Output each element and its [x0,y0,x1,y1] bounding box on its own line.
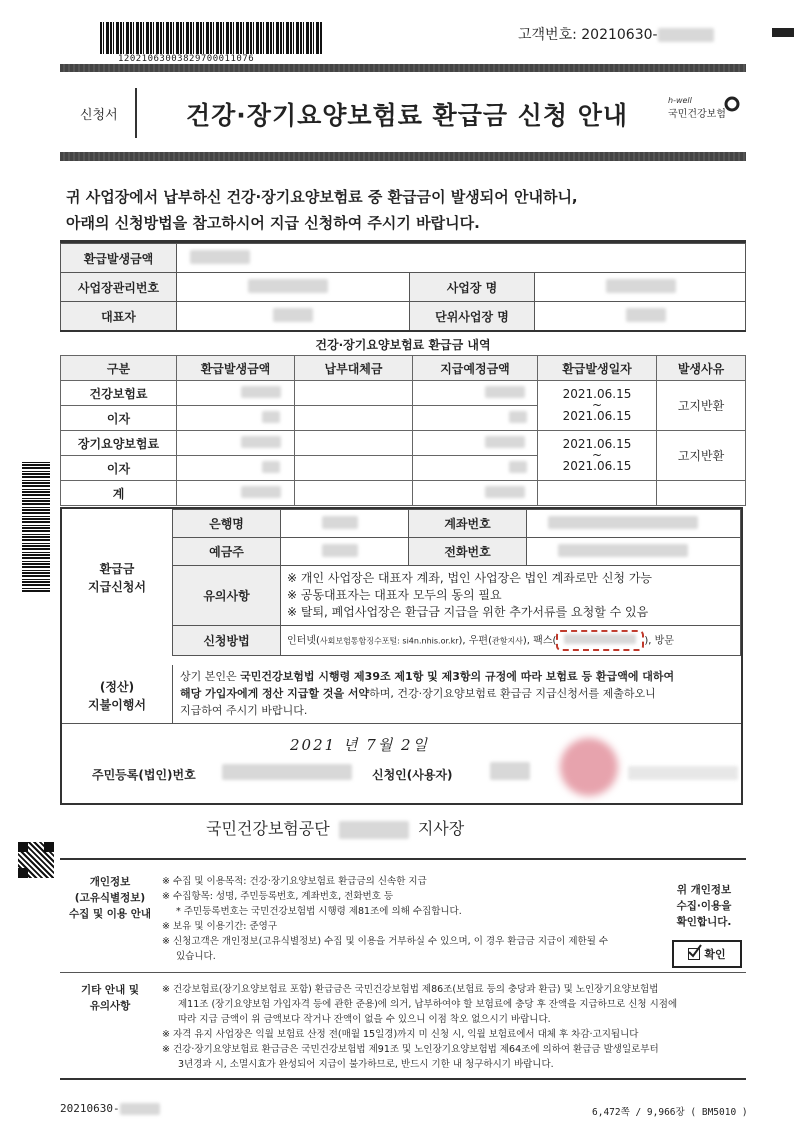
cell [295,406,413,431]
doc-type: 신청서 [80,108,118,123]
biz-name-label: 사업장 명 [410,273,535,302]
office-prefix: 국민건강보험공단 [206,819,330,838]
intro-line-1: 귀 사업장에서 납부하신 건강·장기요양보험료 중 환급금이 발생되어 안내하니, [66,188,578,206]
settlement-bottom-rule [62,723,741,724]
barcode-number: 12021063003829700011076 [118,54,255,64]
cell [413,431,538,456]
business-info-table [60,243,746,331]
other-item: ※ 건강보험료(장기요양보험료 포함) 환급금은 국민건강보험법 제86조(보험료 등의 충당과 환급) 및 노인장기요양보험법 [162,984,659,995]
seal-stamp [560,738,618,796]
cell [177,406,295,431]
payment-label-line-2: 지급신청서 [88,580,146,594]
date-range [538,431,657,481]
footer-doc-id: 20210630- [60,1102,160,1115]
cell [295,481,413,506]
qr-code [18,842,54,878]
brand-small: h-well [668,96,692,105]
privacy-item: ※ 보유 및 이용기간: 준영구 [162,921,278,932]
col-substitute: 납부대체금 [295,356,413,381]
other-item: 따라 지급 금액이 위 금액보다 작거나 잔액이 없을 수 있으니 이점 착오 없으시기 바랍니다. [178,1014,551,1025]
office-suffix: 지사장 [417,819,465,838]
col-refund-amount: 환급발생금액 [177,356,295,381]
settlement-label-line-2: 지불이행서 [88,698,146,712]
cell [177,381,295,406]
privacy-item: * 주민등록번호는 국민건강보험법 시행령 제81조에 의해 수집합니다. [176,906,462,917]
biz-no-label: 사업장관리번호 [61,273,177,302]
payment-fields-table [172,509,741,656]
phone-label: 전화번호 [409,538,527,566]
header-bottom-rule [60,152,746,161]
other-bottom-rule [60,1078,746,1080]
rep-value [177,302,410,331]
row-label: 장기요양보험료 [61,431,177,456]
applicant-label: 신청인(사용자) [372,768,453,782]
date-from: 2021.06.15 [562,437,632,451]
method-label: 신청방법 [173,626,281,656]
biz-name-value [535,273,746,302]
consent-text: 위 개인정보 수집·이용을 확인합니다. [676,884,732,928]
settlement-divider-v [172,665,173,723]
table-row [61,431,746,456]
refund-amount-label: 환급발생금액 [61,244,177,273]
account-label: 계좌번호 [409,510,527,538]
customer-number-label: 고객번호: 20210630- [518,27,658,43]
row-label: 이자 [61,456,177,481]
other-item: 3년경과 시, 소멸시효가 완성되어 지급이 불가하므로, 반드시 기한 내 청구하시기 바랍니다. [178,1059,554,1070]
cell [413,481,538,506]
table-row [61,481,746,506]
cell [295,456,413,481]
notes-label: 유의사항 [173,566,281,626]
portal-site: 사회보험통합징수포털: si4n.nhis.or.kr [319,636,459,646]
corner-mark [772,28,794,37]
note-item: ※ 개인 사업장은 대표자 계좌, 법인 사업장은 법인 계좌로만 신청 가능 [287,571,652,585]
depositor-value [281,538,409,566]
depositor-label: 예금주 [173,538,281,566]
date-tilde: ~ [591,448,603,462]
row-label: 건강보험료 [61,381,177,406]
cell [413,381,538,406]
payment-section-label [62,560,172,596]
other-title: 기타 안내 및 유의사항 [80,984,140,1012]
applicant-value [490,762,530,780]
method-text: 인터넷(사회보험통합징수포털: si4n.nhis.or.kr), 우편(관할지사), 팩스( ), 방문 [281,626,741,656]
table-row [61,381,746,406]
brand-name: 국민건강보험 [668,109,726,120]
detail-title: 건강·장기요양보험료 환급금 내역 [60,330,746,358]
side-barcode [22,462,50,592]
other-item: ※ 건강·장기요양보험료 환급금은 국민건강보험법 제91조 및 노인장기요양보험법 제64조에 의하여 환급금 발생일로부터 [162,1044,659,1055]
bank-value [281,510,409,538]
cell [538,481,657,506]
office-name [206,816,464,839]
customer-number [518,24,714,44]
cell [177,481,295,506]
cell [295,431,413,456]
account-value [527,510,741,538]
col-date: 환급발생일자 [538,356,657,381]
date-to: 2021.06.15 [562,409,632,423]
confirm-checkbox[interactable] [672,940,742,968]
header-top-rule [60,64,746,72]
date-from: 2021.06.15 [562,387,632,401]
cell [657,481,746,506]
page-title: 건강·장기요양보험료 환급금 신청 안내 [186,101,629,130]
settlement-label-line-1: (정산) [99,680,135,694]
row-label: 계 [61,481,177,506]
top-barcode [100,22,322,54]
privacy-items [162,874,652,964]
cell [413,406,538,431]
checkbox-icon [688,948,700,960]
date-tilde: ~ [591,398,603,412]
bank-label: 은행명 [173,510,281,538]
cell [295,381,413,406]
cell [177,431,295,456]
other-items [162,982,746,1072]
settlement-label [62,678,172,714]
brand-icon [724,96,740,112]
unit-value [535,302,746,331]
phone-value [527,538,741,566]
date-range [538,381,657,431]
other-item: 제11조 (장기요양보험 가입자격 등에 관한 준용)에 의거, 납부하여야 할 보험료에 충당 후 잔액을 지급하므로 신청 시점에 [178,999,678,1010]
other-item: ※ 자격 유지 사업장은 익월 보험료 산정 전(매월 15일경)까지 미 신청 시, 익월 보험료에서 대체 후 차감·고지됩니다 [162,1029,639,1040]
header-divider [135,88,137,138]
rrn-value [222,764,352,780]
cell [177,456,295,481]
biz-no-value [177,273,410,302]
refund-amount-value [177,244,746,273]
rep-label: 대표자 [61,302,177,331]
intro-text [66,184,578,236]
fax-number [556,630,644,651]
footer-page-info: 6,472쪽 / 9,966장 ( BM5010 ) [592,1107,748,1118]
notes [281,566,741,626]
note-item: ※ 공동대표자는 대표자 모두의 동의 필요 [287,588,502,602]
settlement-text: 상기 본인은 국민건강보험법 시행령 제39조 제1항 및 제3항의 규정에 따라 보험료 등 환급액에 대하여 해당 가입자에게 정산 지급할 것을 서약하며, 건강·장기요양보험료 환급금 지급신청서를 제출하오니 지급하여 주시기 바랍니다. [180,670,675,717]
privacy-item: ※ 수집 및 이용목적: 건강·장기요양보험료 환급금의 신속한 지급 [162,876,427,887]
rrn-label: 주민등록(법인)번호 [92,768,196,782]
note-item: ※ 탈퇴, 폐업사업장은 환급금 지급을 위한 추가서류를 요청할 수 있음 [287,605,649,619]
date-to: 2021.06.15 [562,459,632,473]
confirm-label: 확인 [704,948,726,961]
privacy-item: 있습니다. [176,951,216,962]
seal-scribble [628,766,738,780]
unit-label: 단위사업장 명 [410,302,535,331]
col-expected: 지급예정금액 [413,356,538,381]
refund-detail-table [60,355,746,506]
row-label: 이자 [61,406,177,431]
payment-label-line-1: 환급금 [99,562,135,576]
brand-logo [668,96,748,120]
col-reason: 발생사유 [657,356,746,381]
privacy-title: 개인정보 (고유식별정보) 수집 및 이용 안내 [69,876,151,920]
signature-date: 2021 년 7월 2일 [290,736,430,754]
reason: 고지반환 [657,381,746,431]
privacy-top-rule [60,858,746,860]
privacy-item: ※ 수집항목: 성명, 주민등록번호, 계좌번호, 전화번호 등 [162,891,394,902]
col-category: 구분 [61,356,177,381]
cell [413,456,538,481]
privacy-bottom-rule [60,972,746,973]
reason: 고지반환 [657,431,746,481]
intro-line-2: 아래의 신청방법을 참고하시어 지급 신청하여 주시기 바랍니다. [66,214,480,232]
privacy-item: ※ 신청고객은 개인정보(고유식별정보) 수집 및 이용을 거부하실 수 있으며, 이 경우 환급금 지급이 제한될 수 [162,936,609,947]
